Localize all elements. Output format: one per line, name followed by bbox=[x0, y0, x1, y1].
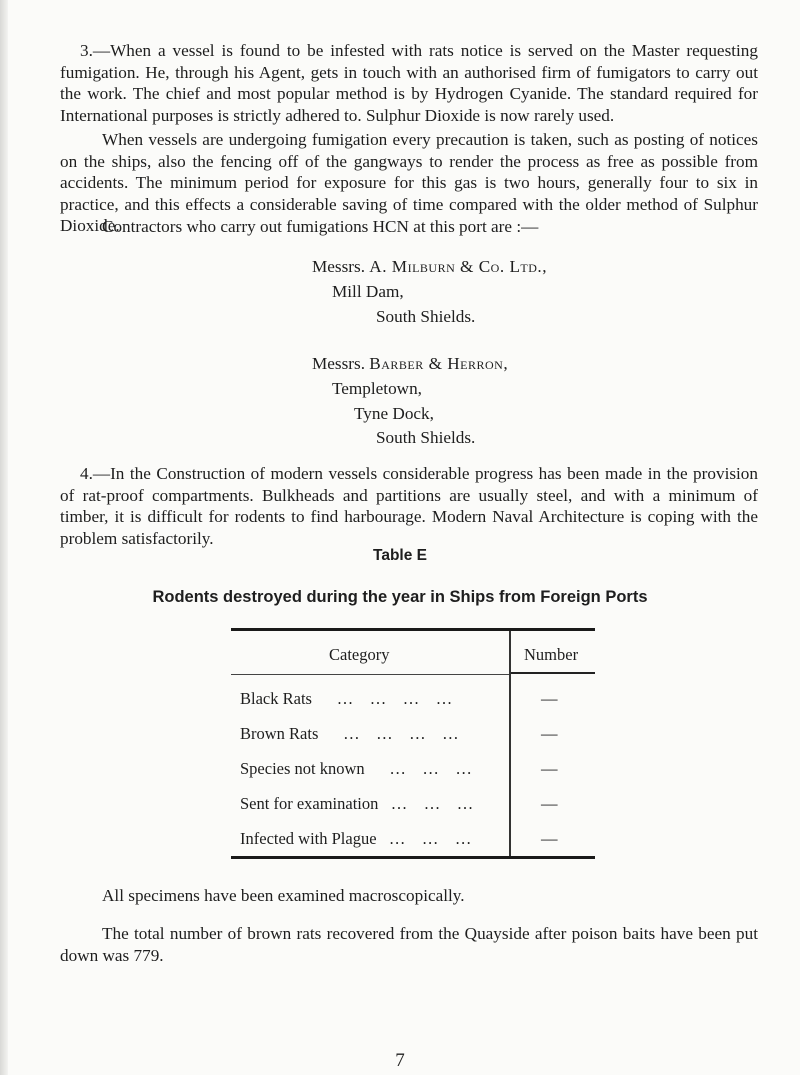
header-rule-left bbox=[231, 674, 509, 675]
contractor-1-address bbox=[312, 255, 547, 329]
contractor-2-name: Barber & Herron, bbox=[369, 354, 509, 373]
header-number: Number bbox=[524, 645, 579, 664]
contractor-1-line3: South Shields. bbox=[376, 306, 476, 326]
contractor-1-line2: Mill Dam, bbox=[332, 281, 404, 301]
row-label: Black Rats … … … … bbox=[240, 689, 453, 708]
row-value: — bbox=[541, 794, 558, 813]
table-row-black-rats bbox=[231, 689, 595, 713]
contractor-2-line4: South Shields. bbox=[376, 428, 476, 448]
note-brown-rats: The total number of brown rats recovered from the Quayside after poison baits have been put down was 779. bbox=[60, 924, 758, 965]
page-number: 7 bbox=[395, 1050, 405, 1071]
note-examined: All specimens have been examined macroscopically. bbox=[102, 886, 465, 905]
rodents-table bbox=[231, 628, 595, 859]
row-label: Infected with Plague … … … bbox=[240, 829, 472, 848]
table-top-rule bbox=[231, 628, 595, 631]
contractor-2-line3: Tyne Dock, bbox=[354, 403, 434, 423]
paragraph-4: 4.—In the Construction of modern vessels considerable progress has been made in the provision of rat-proof compartments. Bulkheads and partitions are usually steel, and with a minimum of timber, it is difficult for rodents to find harbourage. Modern Naval Architecture is coping with the problem satisfactorily. bbox=[60, 464, 758, 548]
row-label: Species not known … … … bbox=[240, 759, 472, 778]
table-row-brown-rats bbox=[231, 724, 595, 748]
row-value: — bbox=[541, 759, 558, 778]
table-row-sent-for-examination bbox=[231, 794, 595, 818]
row-label: Brown Rats … … … … bbox=[240, 724, 459, 743]
header-rule-right bbox=[511, 672, 595, 674]
row-value: — bbox=[541, 724, 558, 743]
table-row-infected-with-plague bbox=[231, 829, 595, 853]
contractor-2-address bbox=[312, 352, 508, 451]
row-label: Sent for examination … … … bbox=[240, 794, 474, 813]
table-label: Table E bbox=[373, 547, 427, 564]
paragraph-precautions: When vessels are undergoing fumigation every precaution is taken, such as posting of notices on the ships, also the fencing off of the gangways to render the process as free as possible from accidents. The minimum period for exposure for this gas is two hours, generally four to six in practice, and this effects a considerable saving of time compared with the older method of Sulphur Dioxide. bbox=[60, 130, 758, 235]
contractor-2-line2: Templetown, bbox=[332, 378, 422, 398]
contractors-intro: Contractors who carry out fumigations HCN at this port are :— bbox=[102, 217, 539, 236]
row-value: — bbox=[541, 689, 558, 708]
header-category: Category bbox=[329, 645, 390, 664]
table-bottom-rule bbox=[231, 856, 595, 859]
table-row-species-not-known bbox=[231, 759, 595, 783]
contractor-1-name-line: Messrs. A. Milburn & Co. Ltd., bbox=[312, 257, 548, 276]
contractor-2-name-line: Messrs. Barber & Herron, bbox=[312, 354, 509, 373]
table-title: Rodents destroyed during the year in Ships from Foreign Ports bbox=[152, 588, 648, 606]
contractor-1-name: A. Milburn & Co. Ltd., bbox=[369, 257, 548, 276]
page-edge-shadow bbox=[0, 0, 8, 1075]
row-value: — bbox=[541, 829, 558, 848]
paragraph-3: 3.—When a vessel is found to be infested with rats notice is served on the Master requesting fumigation. He, through his Agent, gets in touch with an authorised firm of fumigators to carry out the work. The chief and most popular method is by Hydrogen Cyanide. The standard required for International purposes is strictly adhered to. Sulphur Dioxide is now rarely used. bbox=[60, 41, 758, 125]
